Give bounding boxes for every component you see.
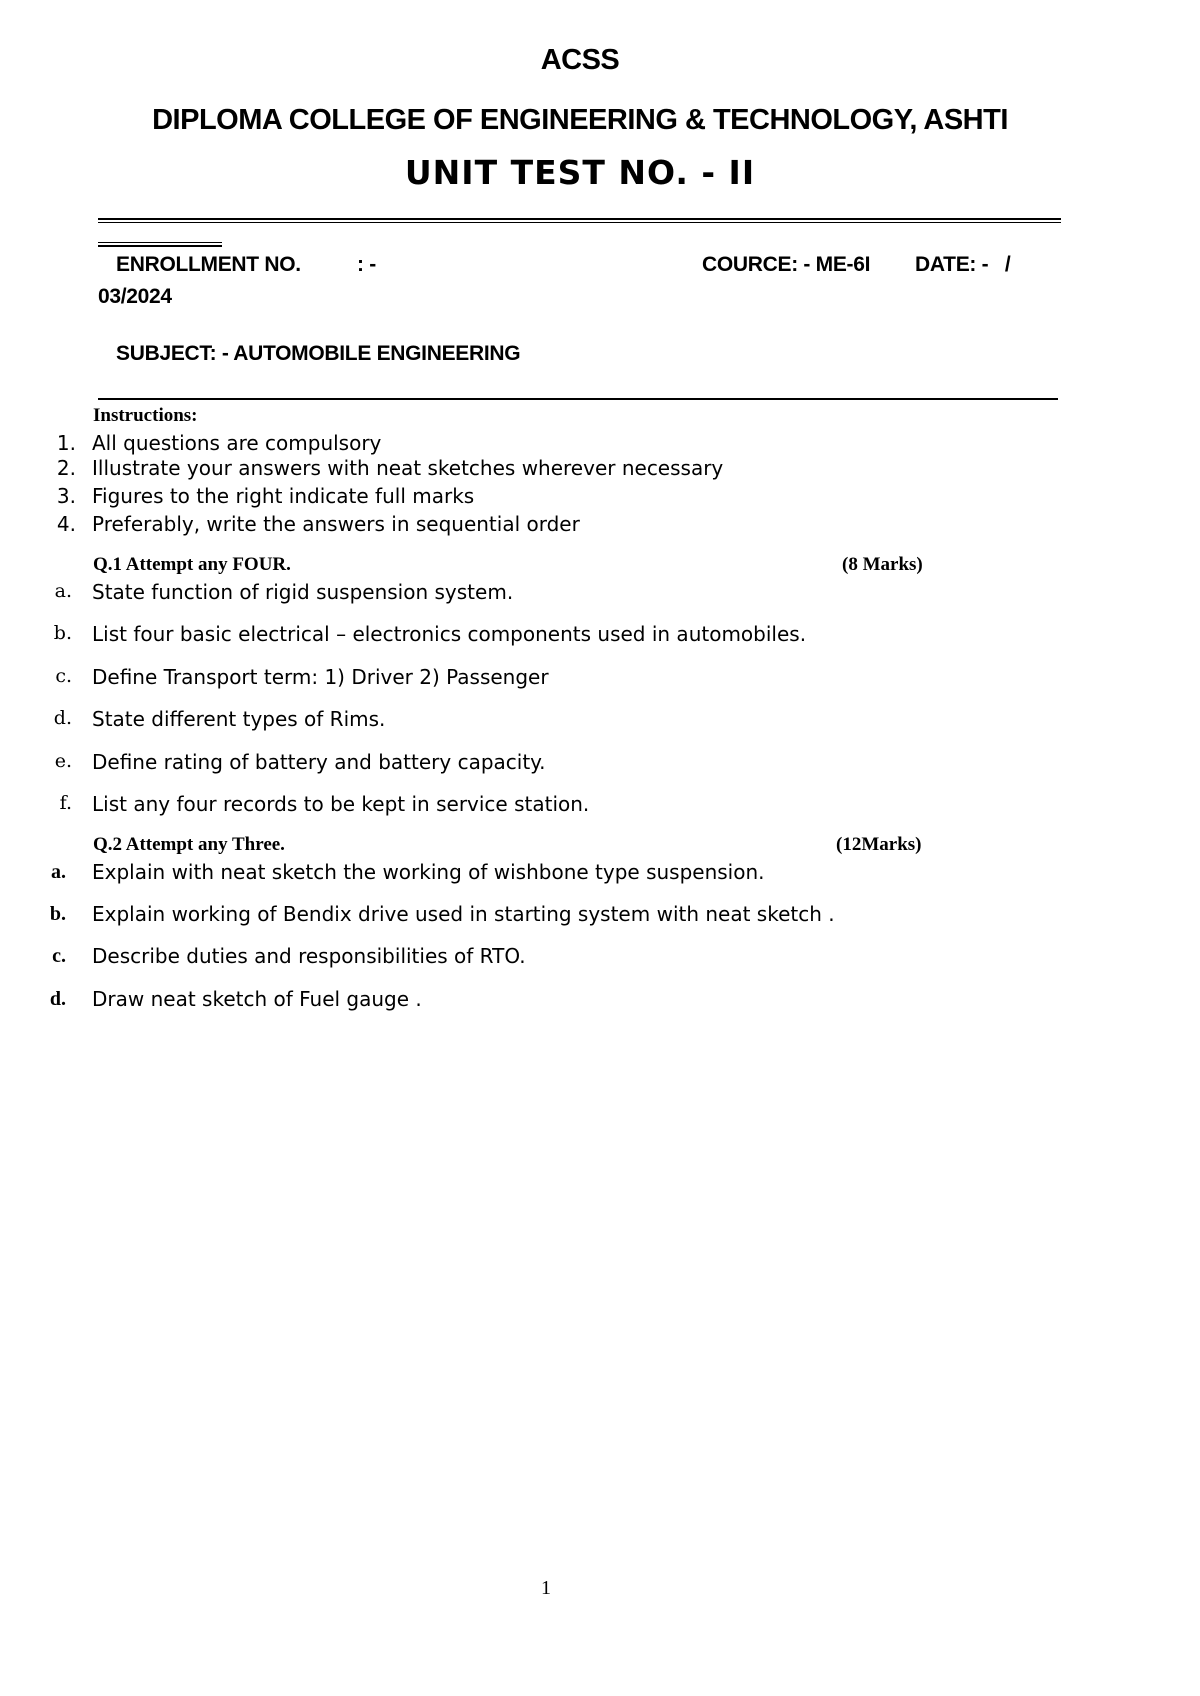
college-name: DIPLOMA COLLEGE OF ENGINEERING & TECHNOLOGY, ASHTI: [152, 104, 1008, 136]
instruction-text: All questions are compulsory: [92, 431, 382, 455]
course-code: COURCE: - ME-6I: [702, 253, 871, 276]
q2-item-letter: a.: [51, 861, 66, 883]
q1-item-letter: e.: [54, 750, 72, 772]
q1-marks: (8 Marks): [842, 554, 923, 575]
instructions-heading: Instructions:: [93, 405, 198, 426]
q1-item-letter: f.: [59, 792, 72, 814]
short-divider-top: [98, 242, 222, 243]
q1-item-text: Define Transport term: 1) Driver 2) Passenger: [92, 665, 549, 689]
organization-name: ACSS: [540, 44, 620, 76]
instruction-text: Illustrate your answers with neat sketches wherever necessary: [92, 456, 724, 480]
q2-item-letter: b.: [49, 903, 66, 925]
short-divider-bottom: [98, 245, 222, 247]
q1-item-letter: c.: [55, 665, 72, 687]
instruction-number: 2.: [56, 456, 76, 480]
q2-heading: Q.2 Attempt any Three.: [93, 834, 285, 855]
instruction-number: 1.: [56, 431, 76, 455]
enrollment-label: ENROLLMENT NO.: [116, 253, 301, 276]
subject: SUBJECT: - AUTOMOBILE ENGINEERING: [116, 342, 521, 365]
q2-item-letter: d.: [49, 988, 66, 1010]
q2-item-letter: c.: [52, 945, 66, 967]
q1-item-text: State function of rigid suspension system.: [92, 580, 514, 604]
instruction-number: 4.: [56, 512, 76, 536]
q1-heading: Q.1 Attempt any FOUR.: [93, 554, 291, 575]
q2-item-text: Describe duties and responsibilities of RTO.: [92, 944, 526, 968]
q2-item-text: Explain working of Bendix drive used in starting system with neat sketch .: [92, 902, 835, 926]
test-title: UNIT TEST NO. - II: [404, 153, 756, 192]
q1-item-letter: b.: [53, 622, 72, 644]
date-label: DATE: - /: [915, 253, 1011, 276]
instruction-text: Figures to the right indicate full marks: [92, 484, 475, 508]
instruction-number: 3.: [56, 484, 76, 508]
instruction-text: Preferably, write the answers in sequential order: [92, 512, 580, 536]
q1-item-text: List any four records to be kept in service station.: [92, 792, 590, 816]
enrollment-separator: : -: [357, 253, 376, 276]
q1-item-text: Define rating of battery and battery capacity.: [92, 750, 546, 774]
header-divider-top: [98, 218, 1061, 220]
meta-divider: [98, 398, 1058, 400]
q1-item-letter: d.: [53, 707, 72, 729]
q1-item-text: State different types of Rims.: [92, 707, 386, 731]
q2-marks: (12Marks): [836, 834, 922, 855]
header-divider-bottom: [98, 222, 1061, 223]
q2-item-text: Draw neat sketch of Fuel gauge .: [92, 987, 422, 1011]
date-value: 03/2024: [98, 285, 172, 308]
q1-item-text: List four basic electrical – electronics components used in automobiles.: [92, 622, 807, 646]
q2-item-text: Explain with neat sketch the working of wishbone type suspension.: [92, 860, 765, 884]
q1-item-letter: a.: [54, 580, 72, 602]
page-number: 1: [541, 1577, 551, 1599]
